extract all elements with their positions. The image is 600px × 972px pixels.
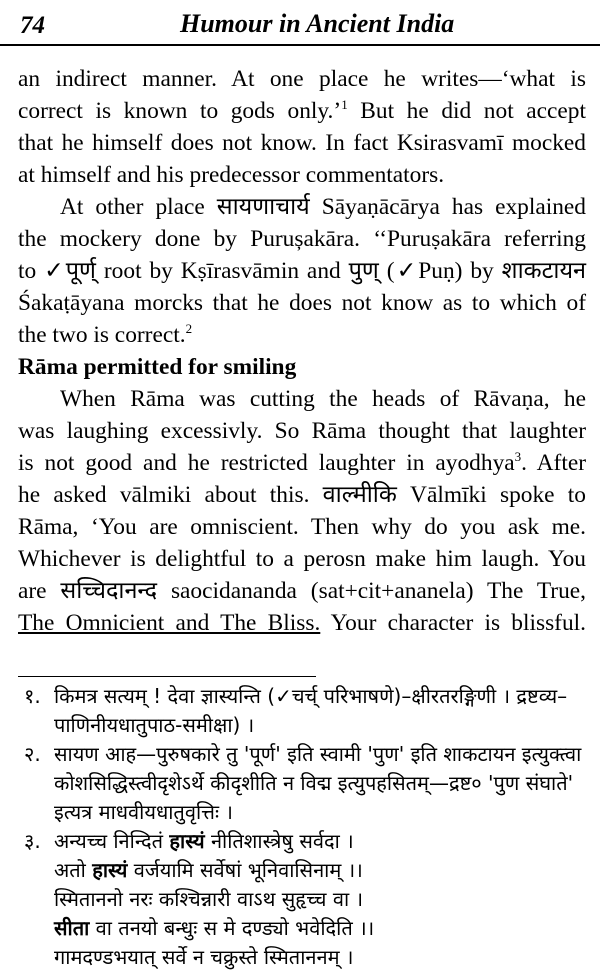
body-line: Rāma, ‘You are omniscient. Then why do you ask me. bbox=[18, 514, 586, 540]
underlined-phrase: The Omnicient and The Bliss. bbox=[18, 610, 321, 636]
body-line: an indirect manner. At one place he writes—‘what is bbox=[18, 66, 586, 92]
body-line: At other place सायणाचार्य Sāyaṇācārya has explained bbox=[60, 194, 586, 220]
footnote-ref: 3 bbox=[514, 449, 522, 464]
footnotes bbox=[18, 682, 586, 972]
footnote-3: ३. अन्यच्च निन्दितं हास्यं नीतिशास्त्रेषु सर्वदा । bbox=[18, 827, 586, 856]
body-line: is not good and he restricted laughter in ayodhya$^3$. After bbox=[18, 449, 586, 476]
body-line: that he himself does not know. In fact Ksirasvamī mocked bbox=[18, 130, 586, 156]
footnote-2-continued: कोशसिद्धिस्त्वीदृशेऽर्थे कीदृशीति न विद्म इत्युपहसितम्—द्रष्ट० 'पुण संघाते' bbox=[54, 771, 574, 795]
footnote-number: १. bbox=[24, 684, 41, 708]
verse-line: गामदण्डभयात् सर्वे न चक्रुस्ते स्मिताननम् । bbox=[54, 945, 354, 969]
body-line: he asked vālmiki about this. वाल्मीकि Vālmīki spoke to bbox=[18, 482, 586, 508]
header-rule bbox=[0, 44, 600, 46]
body-line: When Rāma was cutting the heads of Rāvaṇa, he bbox=[60, 386, 586, 412]
body-line: was laughing excessivly. So Rāma thought that laughter bbox=[18, 418, 586, 444]
footnote-1-continued: पाणिनीयधातुपाठ-समीक्षा) । bbox=[54, 713, 255, 737]
page-number: 74 bbox=[20, 12, 45, 39]
verse-line: अतो हास्यं वर्जयामि सर्वेषां भूनिवासिनाम् ।। bbox=[54, 858, 363, 882]
body-line: at himself and his predecessor commentators. bbox=[18, 162, 445, 188]
footnote-2: २. सायण आह—पुरुषकारे तु 'पूर्ण' इति स्वामी 'पुण' इति शाकटायन इत्युक्त्वा bbox=[18, 740, 586, 769]
body-line: The Omnicient and The Bliss. Your character is blissful. bbox=[18, 610, 586, 636]
body-line: are सच्चिदानन्द saocidananda (sat+cit+ananela) The True, bbox=[18, 578, 586, 604]
body-line: correct is known to gods only.’$^1$ But he did not accept bbox=[18, 97, 587, 124]
body-line: the mockery done by Purușakāra. ‘‘Puruṣakāra referring bbox=[18, 226, 586, 252]
footnote-2-continued: इत्यत्र माधवीयधातुवृत्तिः । bbox=[54, 800, 233, 824]
body-text bbox=[18, 63, 586, 639]
body-line: Whichever is delightful to a perosn make him laugh. You bbox=[18, 546, 586, 572]
footnote-ref: 1 bbox=[341, 97, 348, 112]
running-head bbox=[18, 0, 586, 38]
running-title: Humour in Ancient India bbox=[180, 9, 455, 38]
section-heading: Rāma permitted for smiling bbox=[18, 354, 297, 380]
verse-line: स्मिताननो नरः कश्चिन्नारी वाऽथ सुहृच्च वा । bbox=[54, 887, 364, 911]
body-line: to ✓पूर्ण् root by Kṣīrasvāmin and पुण् (✓Puṇ) by शाकटायन bbox=[18, 258, 586, 284]
footnote-ref: 2 bbox=[185, 321, 193, 336]
verse-line: सीता वा तनयो बन्धुः स मे दण्ड्यो भवेदिति ।। bbox=[54, 916, 375, 940]
body-line: the two is correct.$^2$ bbox=[18, 321, 193, 348]
footnote-1: १. किमत्र सत्यम् ! देवा ज्ञास्यन्ति (✓चर्च् परिभाषणे)–क्षीरतरङ्गिणी । द्रष्टव्य– bbox=[18, 682, 586, 711]
body-line: Śakaṭāyana morcks that he does not know as to which of bbox=[18, 290, 586, 316]
footnote-number: २. bbox=[24, 742, 41, 766]
footnote-rule bbox=[18, 676, 316, 677]
footnote-number: ३. bbox=[24, 829, 41, 853]
